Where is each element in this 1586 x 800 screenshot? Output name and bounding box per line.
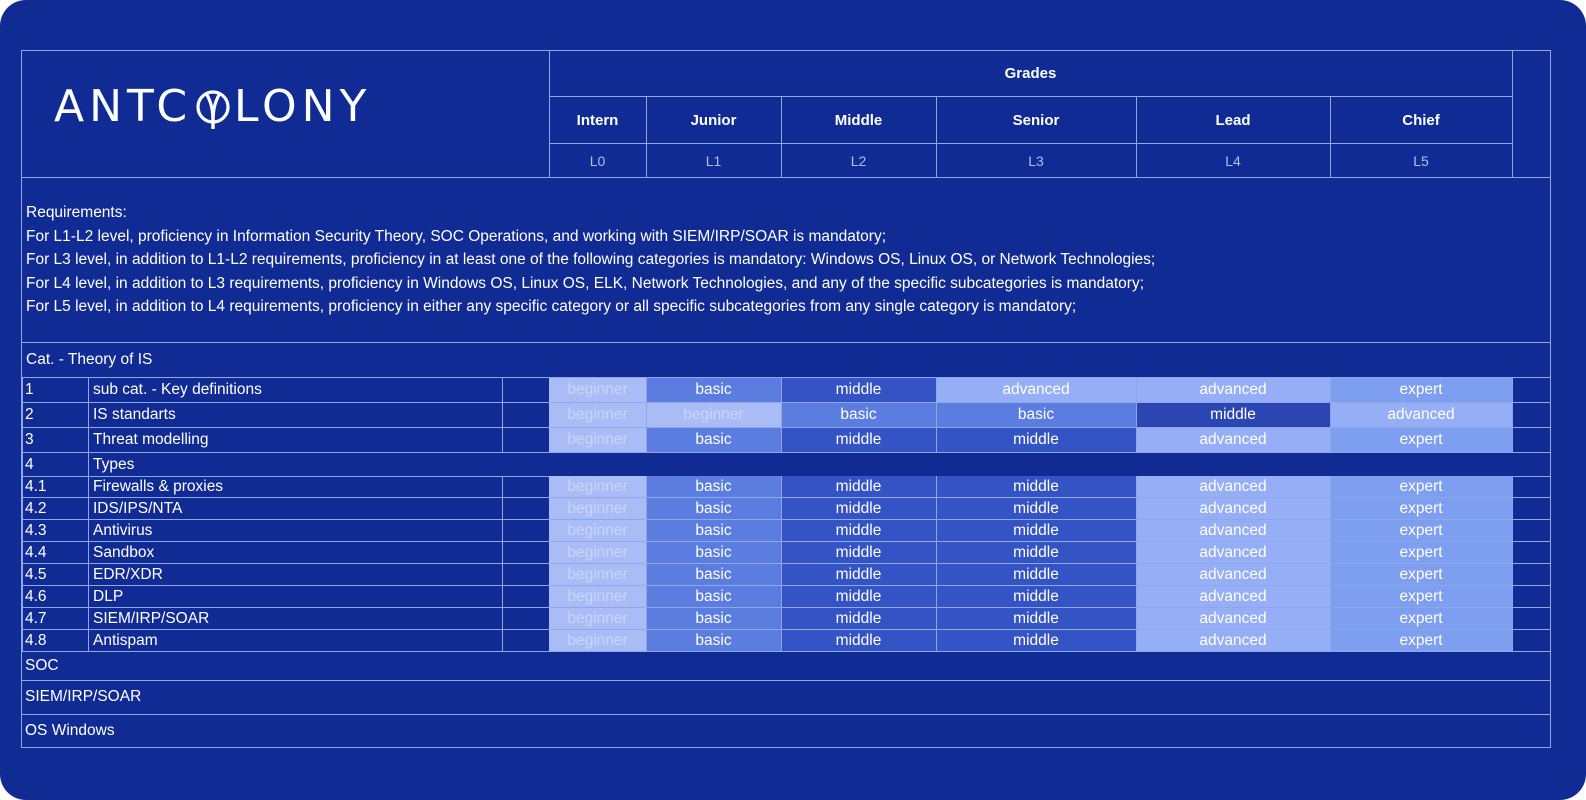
row-name: EDR/XDR	[93, 565, 163, 583]
level-cell-basic: basic	[936, 403, 1136, 427]
level-cell-expert: expert	[1330, 378, 1512, 402]
requirements-line: For L1-L2 level, proficiency in Information Security Theory, SOC Operations, and working with SIEM/IRP/SOAR is mandatory;	[26, 227, 887, 245]
requirements-line: For L4 level, in addition to L3 requirements, proficiency in Windows OS, Linux OS, ELK, Network Technologies, and any of the specific subcategories is mandatory;	[26, 274, 1145, 292]
level-cell-expert: expert	[1330, 630, 1512, 651]
level-cell-middle: middle	[781, 428, 936, 452]
row-id: 4.6	[25, 587, 47, 605]
ant-colony-logo-icon	[194, 83, 232, 131]
level-cell-advanced: advanced	[1136, 586, 1330, 607]
row-id: 4.8	[25, 631, 47, 649]
level-cell-beginner: beginner	[549, 476, 646, 497]
level-cell-basic: basic	[781, 403, 936, 427]
requirements-line: For L5 level, in addition to L4 requirements, proficiency in either any specific category or all specific subcategories from any single category is mandatory;	[26, 298, 1077, 315]
level-cell-middle: middle	[781, 498, 936, 519]
level-cell-expert: expert	[1330, 586, 1512, 607]
grades-sheet	[21, 50, 1551, 748]
grade-divider	[781, 97, 782, 177]
grades-title: Grades	[1004, 65, 1057, 82]
level-cell-basic: basic	[646, 586, 781, 607]
level-cell-expert: expert	[1330, 564, 1512, 585]
category-label-soc: SOC	[25, 657, 59, 674]
column-divider	[1512, 476, 1513, 652]
column-divider	[936, 378, 937, 452]
grade-name-intern: Intern	[576, 111, 619, 129]
row-id: 4.7	[25, 609, 47, 627]
row-id: 4.3	[25, 521, 47, 539]
column-divider	[22, 378, 23, 652]
column-divider	[936, 476, 937, 652]
grade-level-l2: L2	[850, 152, 867, 169]
row-divider	[22, 452, 1550, 453]
row-id: 4.1	[25, 477, 47, 495]
grade-level-l3: L3	[1028, 152, 1044, 169]
column-divider	[646, 378, 647, 452]
level-cell-beginner: beginner	[549, 403, 646, 427]
level-cell-middle: middle	[781, 586, 936, 607]
level-cell-beginner: beginner	[549, 378, 646, 402]
row-id: 4	[25, 455, 34, 473]
grade-level-l5: L5	[1413, 152, 1429, 169]
level-cell-advanced: advanced	[1136, 564, 1330, 585]
row-name: IS standarts	[93, 406, 176, 423]
logo-text-right: LONY	[234, 81, 372, 132]
category-theory-label: Cat. - Theory of IS	[26, 351, 153, 368]
level-cell-advanced: advanced	[1136, 498, 1330, 519]
level-cell-beginner: beginner	[549, 586, 646, 607]
level-cell-middle: middle	[781, 542, 936, 563]
level-cell-middle: middle	[936, 564, 1136, 585]
row-name: Antispam	[93, 631, 158, 649]
grade-level-l4: L4	[1225, 152, 1241, 169]
row-name: Antivirus	[93, 521, 153, 539]
level-cell-middle: middle	[936, 428, 1136, 452]
level-cell-advanced: advanced	[936, 378, 1136, 402]
column-divider	[646, 476, 647, 652]
grade-divider	[936, 97, 937, 177]
grade-level-l0: L0	[589, 152, 606, 169]
row-id: 4.5	[25, 565, 47, 583]
grade-level-l1: L1	[705, 152, 722, 169]
requirements-line: For L3 level, in addition to L1-L2 requirements, proficiency in at least one of the following categories is mandatory: Windows OS, Linux OS, or Network Technologies;	[26, 251, 1156, 268]
level-cell-expert: expert	[1330, 476, 1512, 497]
row-name: Firewalls & proxies	[93, 477, 224, 495]
column-divider	[1136, 378, 1137, 452]
level-cell-expert: expert	[1330, 520, 1512, 541]
row-divider	[22, 714, 1550, 715]
grade-name-senior: Senior	[1012, 111, 1060, 129]
header-divider	[22, 177, 1550, 178]
column-divider	[1330, 476, 1331, 652]
row-id: 3	[25, 431, 34, 448]
level-cell-beginner: beginner	[646, 403, 781, 427]
level-cell-advanced: advanced	[1136, 476, 1330, 497]
level-cell-middle: middle	[936, 586, 1136, 607]
level-cell-expert: expert	[1330, 542, 1512, 563]
row-name: IDS/IPS/NTA	[93, 499, 183, 517]
row-id: 2	[25, 406, 34, 423]
column-divider	[1136, 476, 1137, 652]
grade-divider	[646, 97, 647, 177]
column-divider	[502, 476, 503, 652]
level-cell-beginner: beginner	[549, 608, 646, 629]
level-cell-advanced: advanced	[1136, 378, 1330, 402]
level-cell-middle: middle	[936, 542, 1136, 563]
column-divider	[1330, 378, 1331, 452]
level-cell-middle: middle	[781, 630, 936, 651]
level-cell-advanced: advanced	[1136, 520, 1330, 541]
grade-name-lead: Lead	[1215, 111, 1251, 129]
level-cell-basic: basic	[646, 498, 781, 519]
category-label-siem-irp-soar: SIEM/IRP/SOAR	[25, 688, 142, 705]
level-cell-middle: middle	[936, 608, 1136, 629]
level-cell-beginner: beginner	[549, 542, 646, 563]
column-divider	[88, 378, 89, 652]
level-cell-middle: middle	[1136, 403, 1330, 427]
requirements-text	[26, 201, 1526, 319]
column-divider	[781, 378, 782, 452]
row-name: Threat modelling	[93, 431, 209, 448]
column-divider	[1512, 378, 1513, 452]
row-id: 4.2	[25, 499, 47, 517]
level-cell-middle: middle	[781, 520, 936, 541]
section-divider	[22, 342, 1550, 343]
grade-name-junior: Junior	[690, 111, 737, 129]
level-cell-middle: middle	[936, 520, 1136, 541]
column-divider	[781, 476, 782, 652]
level-cell-basic: basic	[646, 378, 781, 402]
grade-divider	[1136, 97, 1137, 177]
level-cell-beginner: beginner	[549, 630, 646, 651]
row-name: sub cat. - Key definitions	[93, 381, 262, 398]
level-cell-middle: middle	[936, 476, 1136, 497]
level-cell-advanced: advanced	[1330, 403, 1512, 427]
level-cell-advanced: advanced	[1136, 630, 1330, 651]
level-cell-middle: middle	[781, 378, 936, 402]
row-id: 4.4	[25, 543, 47, 561]
logo	[54, 81, 371, 132]
level-cell-advanced: advanced	[1136, 608, 1330, 629]
grade-name-middle: Middle	[834, 111, 883, 129]
grade-name-chief: Chief	[1402, 111, 1440, 129]
level-cell-beginner: beginner	[549, 520, 646, 541]
row-name: Sandbox	[93, 543, 155, 561]
column-divider	[502, 378, 503, 452]
level-cell-middle: middle	[781, 608, 936, 629]
level-cell-basic: basic	[646, 428, 781, 452]
level-cell-expert: expert	[1330, 608, 1512, 629]
level-cell-middle: middle	[781, 476, 936, 497]
level-cell-middle: middle	[781, 564, 936, 585]
requirements-line: Requirements:	[26, 204, 127, 221]
level-cell-basic: basic	[646, 542, 781, 563]
level-cell-expert: expert	[1330, 498, 1512, 519]
header-divider	[1512, 51, 1513, 177]
level-cell-middle: middle	[936, 630, 1136, 651]
level-cell-beginner: beginner	[549, 498, 646, 519]
level-cell-basic: basic	[646, 630, 781, 651]
level-cell-advanced: advanced	[1136, 542, 1330, 563]
level-cell-beginner: beginner	[549, 428, 646, 452]
grade-divider	[1330, 97, 1331, 177]
level-cell-middle: middle	[936, 498, 1136, 519]
level-cell-basic: basic	[646, 608, 781, 629]
category-label-os-windows: OS Windows	[25, 722, 115, 739]
logo-text-left: ANTC	[54, 81, 193, 132]
row-name: Types	[93, 455, 135, 473]
level-cell-beginner: beginner	[549, 564, 646, 585]
level-cell-advanced: advanced	[1136, 428, 1330, 452]
level-cell-basic: basic	[646, 520, 781, 541]
level-cell-basic: basic	[646, 476, 781, 497]
row-divider	[22, 680, 1550, 681]
row-id: 1	[25, 381, 34, 398]
level-cell-basic: basic	[646, 564, 781, 585]
level-cell-expert: expert	[1330, 428, 1512, 452]
row-divider	[22, 651, 1550, 652]
row-name: SIEM/IRP/SOAR	[93, 609, 210, 627]
row-name: DLP	[93, 587, 124, 605]
